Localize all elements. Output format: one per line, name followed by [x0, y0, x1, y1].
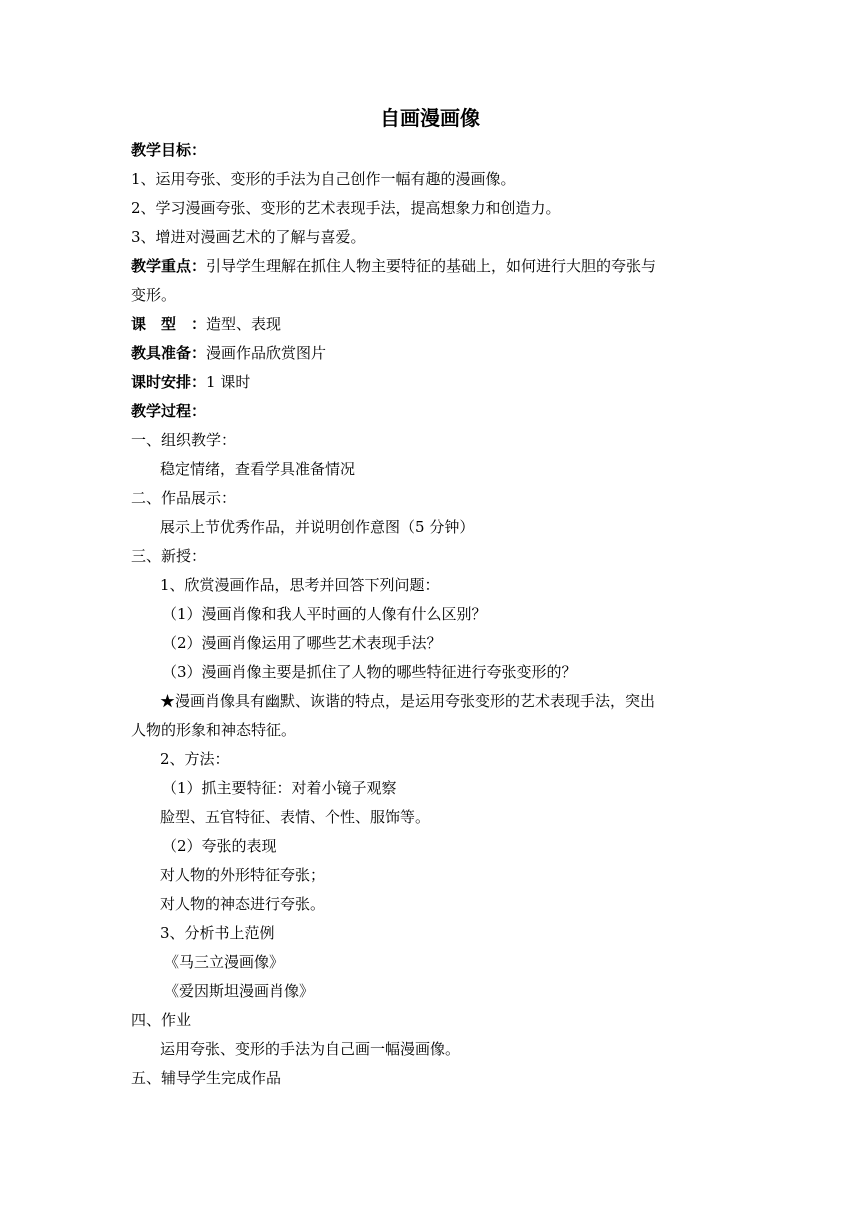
schedule-line [131, 372, 250, 392]
question-item: （2）漫画肖像运用了哪些艺术表现手法？ [162, 634, 442, 652]
objectives-label: 教学目标： [131, 141, 207, 159]
objective-item: 3、增进对漫画艺术的了解与喜爱。 [131, 228, 366, 246]
method-title: （2）夸张的表现 [162, 837, 277, 855]
method-detail: 脸型、五官特征、表情、个性、服饰等。 [160, 808, 431, 826]
lesson-type-value: 造型、表现 [206, 315, 282, 333]
star-note: ★漫画肖像具有幽默、诙谐的特点，是运用夸张变形的艺术表现手法，突出 [160, 692, 656, 710]
question-item: （3）漫画肖像主要是抓住了人物的哪些特征进行夸张变形的？ [162, 663, 577, 681]
section-heading: 三、新授： [131, 547, 207, 565]
subsection-heading: 2、方法： [160, 750, 230, 768]
schedule-label: 课时安排： [131, 373, 207, 391]
method-detail: 对人物的外形特征夸张； [160, 866, 326, 884]
section-heading: 二、作品展示： [131, 489, 237, 507]
lesson-type-label: 课 型 ： [131, 315, 207, 333]
materials-value: 漫画作品欣赏图片 [206, 344, 327, 362]
materials-label: 教具准备： [131, 344, 207, 362]
question-item: （1）漫画肖像和我人平时画的人像有什么区别？ [162, 605, 487, 623]
schedule-value: 1 课时 [206, 373, 251, 391]
materials-line [131, 343, 326, 363]
objective-item: 2、学习漫画夸张、变形的艺术表现手法，提高想象力和创造力。 [131, 199, 561, 217]
subsection-heading: 3、分析书上范例 [160, 924, 275, 942]
section-content: 运用夸张、变形的手法为自己画一幅漫画像。 [160, 1040, 461, 1058]
key-point-label: 教学重点： [131, 257, 207, 275]
process-label: 教学过程： [131, 402, 207, 420]
star-note-continued: 人物的形象和神态特征。 [131, 721, 297, 739]
section-content: 展示上节优秀作品，并说明创作意图（5 分钟） [160, 518, 475, 536]
key-point-continued: 变形。 [131, 286, 177, 304]
method-title: （1）抓主要特征：对着小镜子观察 [162, 779, 397, 797]
section-heading: 五、辅导学生完成作品 [131, 1069, 282, 1087]
example-item: 《爱因斯坦漫画肖像》 [164, 982, 315, 1000]
document-title: 自画漫画像 [380, 106, 480, 130]
lesson-type-line [131, 314, 281, 334]
key-point-text: 引导学生理解在抓住人物主要特征的基础上，如何进行大胆的夸张与 [206, 257, 657, 275]
section-content: 稳定情绪，查看学具准备情况 [160, 460, 356, 478]
key-point-line [131, 256, 656, 276]
objective-item: 1、运用夸张、变形的手法为自己创作一幅有趣的漫画像。 [131, 170, 516, 188]
section-heading: 四、作业 [131, 1011, 192, 1029]
section-heading: 一、组织教学： [131, 431, 237, 449]
subsection-heading: 1、欣赏漫画作品，思考并回答下列问题： [160, 576, 440, 594]
example-item: 《马三立漫画像》 [164, 953, 285, 971]
method-detail: 对人物的神态进行夸张。 [160, 895, 326, 913]
